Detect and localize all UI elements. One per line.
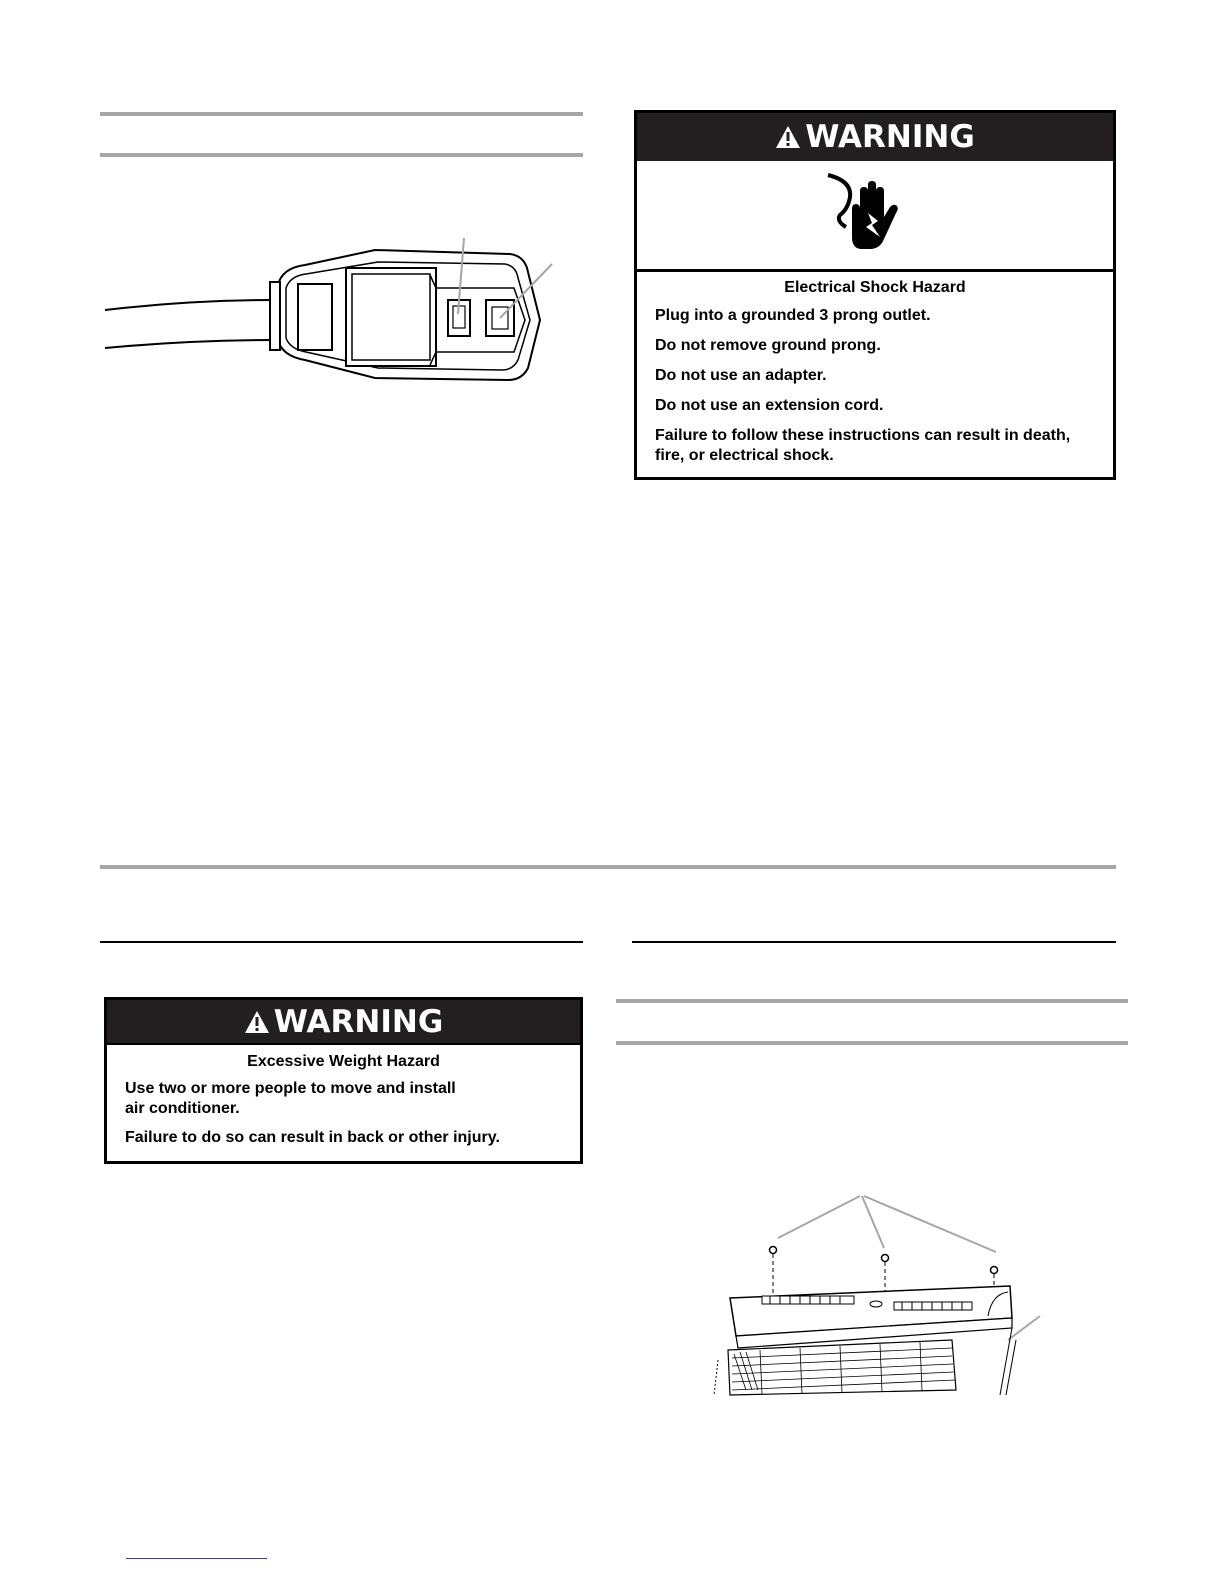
electrical-warning-box [634, 110, 1116, 480]
warning-header-text: WARNING [273, 1003, 444, 1040]
section-rule-right-top [616, 999, 1128, 1003]
warning-header-text: WARNING [805, 119, 975, 155]
power-plug-illustration [100, 230, 570, 390]
callout-line [864, 1196, 996, 1252]
warning-line: Plug into a grounded 3 prong outlet. [655, 307, 931, 324]
section-rule-bottom [100, 153, 583, 157]
symbol-divider [107, 1043, 580, 1045]
plug-label [298, 284, 332, 350]
footer-link-underline [126, 1558, 267, 1559]
cabinet-left-edge [714, 1360, 718, 1395]
electrical-shock-hand-icon [822, 169, 902, 259]
subsection-rule-left [100, 941, 583, 943]
top-vent-right [894, 1302, 972, 1310]
warning-line: Use two or more people to move and install air conditioner. [125, 1080, 456, 1117]
strain-relief [270, 282, 280, 350]
hazard-title: Excessive Weight Hazard [247, 1053, 440, 1070]
callout-line [1008, 1316, 1040, 1340]
top-hole [870, 1301, 882, 1307]
warning-line: Do not use an adapter. [655, 367, 827, 384]
cord-line-lower [105, 340, 275, 348]
weight-warning-box [104, 997, 583, 1164]
warning-triangle-icon [244, 1010, 270, 1034]
section-rule-top [100, 112, 583, 116]
hazard-title: Electrical Shock Hazard [784, 279, 966, 296]
warning-triangle-icon [775, 125, 801, 149]
air-conditioner-illustration [700, 1190, 1050, 1400]
warning-lines [107, 1071, 580, 1148]
warning-line: Do not use an extension cord. [655, 397, 884, 414]
cord-line-upper [105, 300, 275, 310]
warning-line: Failure to follow these instructions can result in death, fire, or electrical shock. [655, 427, 1071, 464]
cabinet-side-2 [1006, 1340, 1016, 1395]
plug-face-inner [352, 274, 430, 360]
warning-lines [637, 297, 1113, 466]
screw-icon [770, 1247, 777, 1295]
warning-header [637, 113, 1113, 161]
symbol-panel [637, 161, 1113, 272]
cabinet-side [1000, 1328, 1012, 1395]
warning-header [107, 1000, 580, 1043]
warning-line: Failure to do so can result in back or other injury. [125, 1129, 500, 1146]
top-vent-left [762, 1296, 854, 1304]
section-rule-right-bottom [616, 1041, 1128, 1045]
warning-line: Do not remove ground prong. [655, 337, 881, 354]
subsection-rule-right [632, 941, 1116, 943]
callout-line [778, 1196, 860, 1238]
section-divider-full [100, 865, 1116, 869]
